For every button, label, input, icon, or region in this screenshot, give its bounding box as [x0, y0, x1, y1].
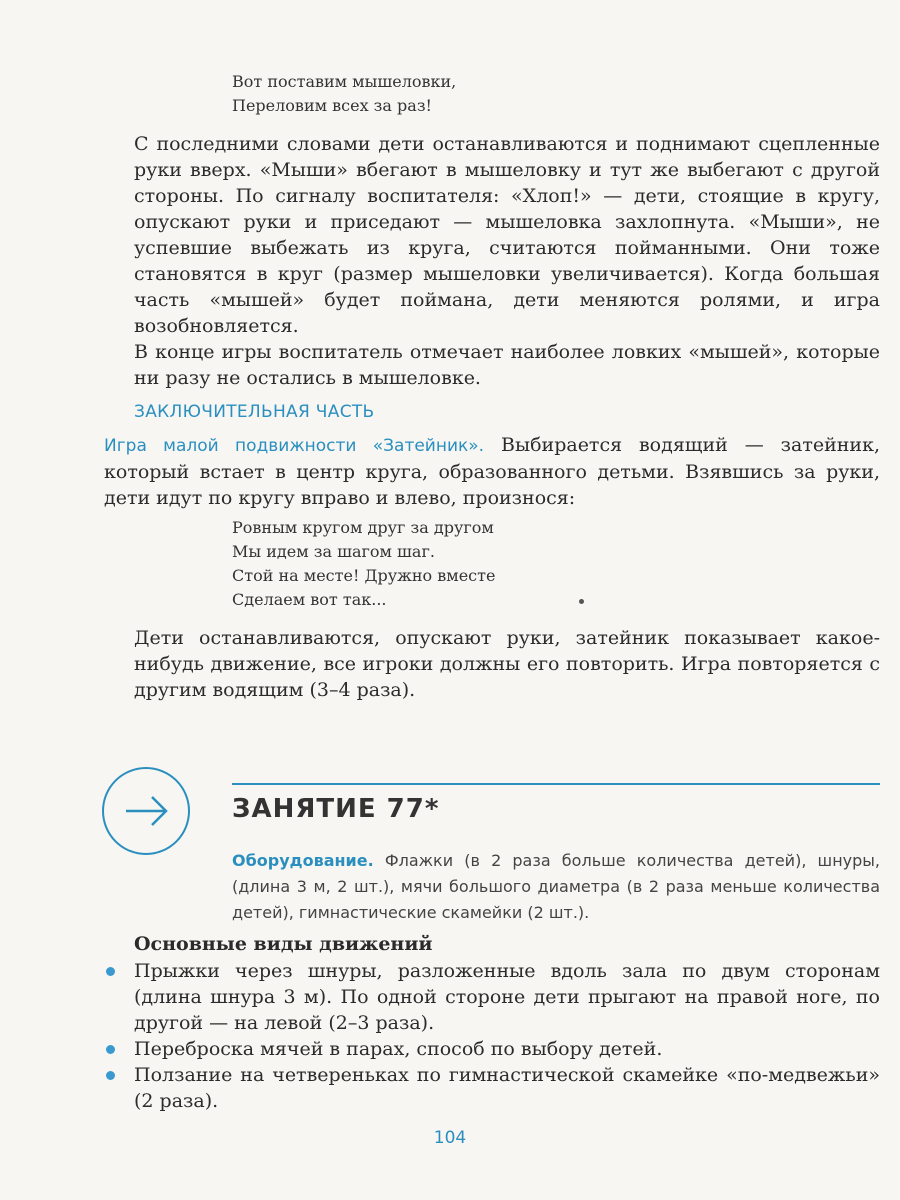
game-description: Выбирается водящий — затейник, который встает в центр круга, образованного детьми. Взявшись за руки, дети идут по кругу вправо и влево, произнося:	[104, 434, 880, 509]
verse-line: Мы идем за шагом шаг.	[232, 542, 435, 561]
bullet-icon	[106, 1071, 115, 1080]
print-speck	[579, 599, 584, 604]
lesson-divider	[232, 783, 880, 785]
verse-line: Вот поставим мышеловки,	[232, 72, 457, 91]
lesson-title: ЗАНЯТИЕ 77*	[232, 794, 440, 824]
movements-list	[106, 958, 880, 1114]
equipment-block	[232, 848, 880, 926]
paragraph-game-rules: С последними словами дети останавливаются и поднимают сцепленные руки вверх. «Мыши» вбегают в мышеловку и тут же выбегают с другой стороны. По сигналу воспитателя: «Хлоп!» — дети, стоящие в кругу, опускают руки и приседают — мышеловка захлопнута. «Мыши», не успевшие выбежать из круга, считаются пойманными. Они тоже становятся в круг (размер мышеловки увеличивается). Когда большая часть «мышей» будет поймана, дети меняются ролями, и игра возобновляется.	[134, 133, 880, 337]
paragraph-game-end: В конце игры воспитатель отмечает наиболее ловких «мышей», которые ни разу не остались в мышеловке.	[134, 341, 880, 389]
verse-circle	[232, 516, 495, 612]
verse-line: Стой на месте! Дружно вместе	[232, 566, 496, 585]
verse-mousetrap	[232, 70, 456, 118]
page-number: 104	[433, 1128, 467, 1148]
arrow-right-icon	[102, 767, 190, 855]
equipment-label: Оборудование.	[232, 851, 374, 870]
list-item-text: Переброска мячей в парах, способ по выбору детей.	[134, 1038, 663, 1060]
list-item	[106, 1062, 880, 1114]
verse-line: Сделаем вот так...	[232, 590, 387, 609]
list-item-text: Ползание на четвереньках по гимнастической скамейке «по-медвежьи» (2 раза).	[134, 1064, 880, 1112]
verse-line: Переловим всех за раз!	[232, 96, 432, 115]
section-heading-final: ЗАКЛЮЧИТЕЛЬНАЯ ЧАСТЬ	[134, 402, 375, 422]
list-item	[106, 1036, 880, 1062]
equipment-text: Флажки (в 2 раза больше количества детей), шнуры, (длина 3 м, 2 шт.), мячи большого диаметра (в 2 раза меньше количества детей), гимнастические скамейки (2 шт.).	[232, 851, 880, 922]
bullet-icon	[106, 1045, 115, 1054]
bullet-icon	[106, 967, 115, 976]
movements-heading: Основные виды движений	[134, 933, 433, 955]
list-item-text: Прыжки через шнуры, разложенные вдоль зала по двум сторонам (длина шнура 3 м). По одной стороне дети прыгают на правой ноге, по другой — на левой (2–3 раза).	[134, 960, 880, 1034]
paragraph-game-repeat: Дети останавливаются, опускают руки, затейник показывает какое-нибудь движение, все игроки должны его повторить. Игра повторяется с другим водящим (3–4 раза).	[134, 627, 880, 701]
verse-line: Ровным кругом друг за другом	[232, 518, 494, 537]
game-title: Игра малой подвижности «Затейник».	[104, 436, 485, 456]
paragraph-zateynik	[104, 432, 880, 511]
list-item	[106, 958, 880, 1036]
